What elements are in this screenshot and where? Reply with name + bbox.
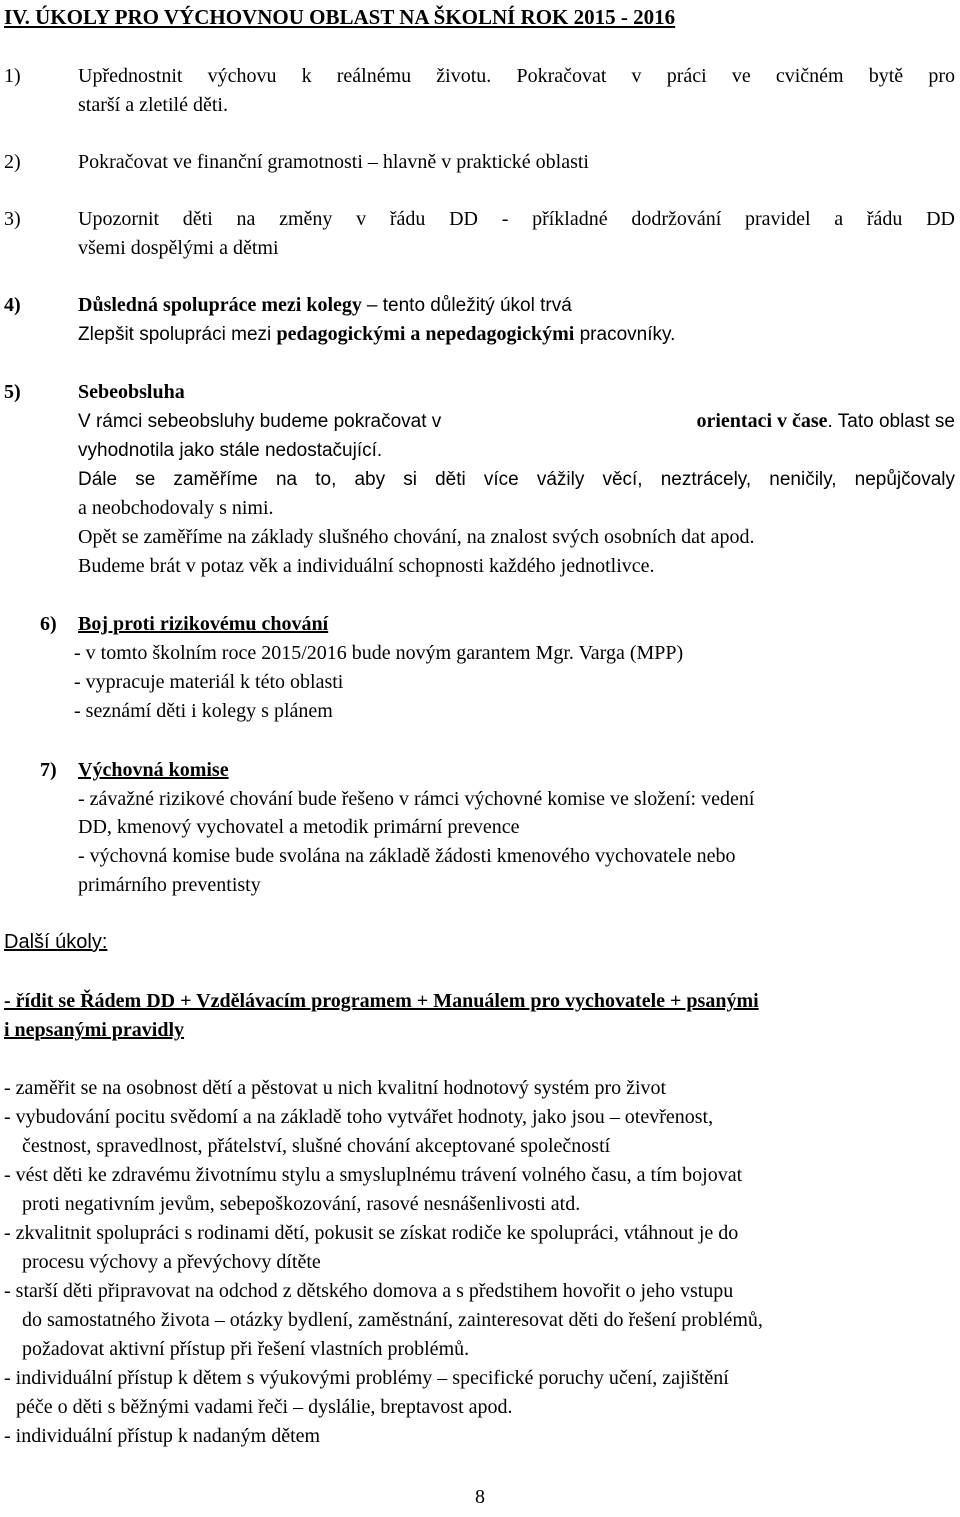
further-tasks-heading: Další úkoly: [4,931,108,953]
item-1-line-2: starší a zletilé děti. [78,94,228,116]
item-5-heading: Sebeobsluha [78,381,185,403]
item-1-number: 1) [4,65,21,87]
further-tasks-bold-line-1: - řídit se Řádem DD + Vzdělávacím programem + Manuálem pro vychovatele + psanými [4,990,759,1012]
item-4-number: 4) [4,294,21,316]
item-6-number: 6) [40,613,57,635]
task-line: - vybudování pocitu svědomí a na základě toho vytvářet hodnoty, jako jsou – otevřenost, [4,1106,714,1128]
task-line: - individuální přístup k dětem s výukovými problémy – specifické poruchy učení, zajištění [4,1367,729,1389]
task-line-continuation: do samostatného života – otázky bydlení, zaměstnání, zainteresovat děti do řešení problémů, [22,1309,763,1331]
item-3-line-2: všemi dospělými a dětmi [78,237,279,259]
item-2-number: 2) [4,151,21,173]
item-3-number: 3) [4,208,21,230]
item-3-line-1: Upozornit děti na změny v řádu DD - příkladné dodržování pravidel a řádu DD [78,208,955,230]
further-tasks-bold-line-2: i nepsanými pravidly [4,1019,185,1041]
task-line-continuation: péče o děti s běžnými vadami řeči – dyslálie, breptavost apod. [16,1396,513,1418]
item-5-para-1-line-1: V rámci sebeobsluhy budeme pokračovat v orientaci v čase. Tato oblast se [78,410,955,432]
item-6-line-3: - seznámí děti i kolegy s plánem [74,700,333,722]
item-5-para-4: Budeme brát v potaz věk a individuální schopnosti každého jednotlivce. [78,555,655,577]
page-number: 8 [475,1486,485,1508]
item-5-para-2-line-1: Dále se zaměříme na to, aby si děti více vážily věcí, neztrácely, neničily, nepůjčovaly [78,469,955,490]
task-line: - starší děti připravovat na odchod z dětského domova a s předstihem hovořit o jeho vstupu [4,1280,734,1302]
item-5-para-1-line-2: vyhodnotila jako stále nedostačující. [78,440,383,461]
item-4-heading: Důsledná spolupráce mezi kolegy [78,294,362,316]
task-line: - zaměřit se na osobnost dětí a pěstovat u nich kvalitní hodnotový systém pro život [4,1077,667,1099]
item-4-heading-rest: – tento důležitý úkol trvá [366,295,572,316]
task-line-continuation: procesu výchovy a převýchovy dítěte [22,1251,321,1273]
item-4-line-2: Zlepšit spolupráci mezi pedagogickými a nepedagogickými pracovníky. [78,323,676,345]
item-7-line-3: - výchovná komise bude svolána na základě žádosti kmenového vychovatele nebo [78,845,736,867]
item-4-line-1 [78,291,572,320]
page-title: IV. ÚKOLY PRO VÝCHOVNOU OBLAST NA ŠKOLNÍ ROK 2015 - 2016 [4,5,676,29]
item-6-heading: Boj proti rizikovému chování [78,613,329,635]
item-5-para-2-line-2: a neobchodovaly s nimi. [78,497,274,519]
item-5-emphasis: orientaci v čase [696,410,828,432]
item-7-line-2: DD, kmenový vychovatel a metodik primární prevence [78,816,520,838]
task-line-continuation: proti negativním jevům, sebepoškozování, rasové nesnášenlivosti atd. [22,1193,581,1215]
item-7-number: 7) [40,759,57,781]
item-1-line-1: Upřednostnit výchovu k reálnému životu. Pokračovat v práci ve cvičném bytě pro [78,65,955,87]
item-7-line-4: primárního preventisty [78,874,261,896]
task-line: - individuální přístup k nadaným dětem [4,1425,321,1447]
item-6-line-2: - vypracuje materiál k této oblasti [74,671,344,693]
task-line-continuation: požadovat aktivní přístup při řešení vlastních problémů. [22,1338,470,1360]
item-7-line-1: - závažné rizikové chování bude řešeno v rámci výchovné komise ve složení: vedení [78,788,755,810]
item-4-emphasis: pedagogickými a nepedagogickými [276,323,575,345]
item-5-para-3: Opět se zaměříme na základy slušného chování, na znalost svých osobních dat apod. [78,526,755,548]
item-7-heading: Výchovná komise [78,759,229,781]
task-line: - zkvalitnit spolupráci s rodinami dětí, pokusit se získat rodiče ke spolupráci, vtáhnout je do [4,1222,739,1244]
task-line: - vést děti ke zdravému životnímu stylu a smysluplnému trávení volného času, a tím bojovat [4,1164,743,1186]
item-5-number: 5) [4,381,21,403]
item-2-line-1: Pokračovat ve finanční gramotnosti – hlavně v praktické oblasti [78,151,589,173]
task-line-continuation: čestnost, spravedlnost, přátelství, slušné chování akceptované společností [22,1135,611,1157]
item-6-line-1: - v tomto školním roce 2015/2016 bude novým garantem Mgr. Varga (MPP) [74,642,684,664]
